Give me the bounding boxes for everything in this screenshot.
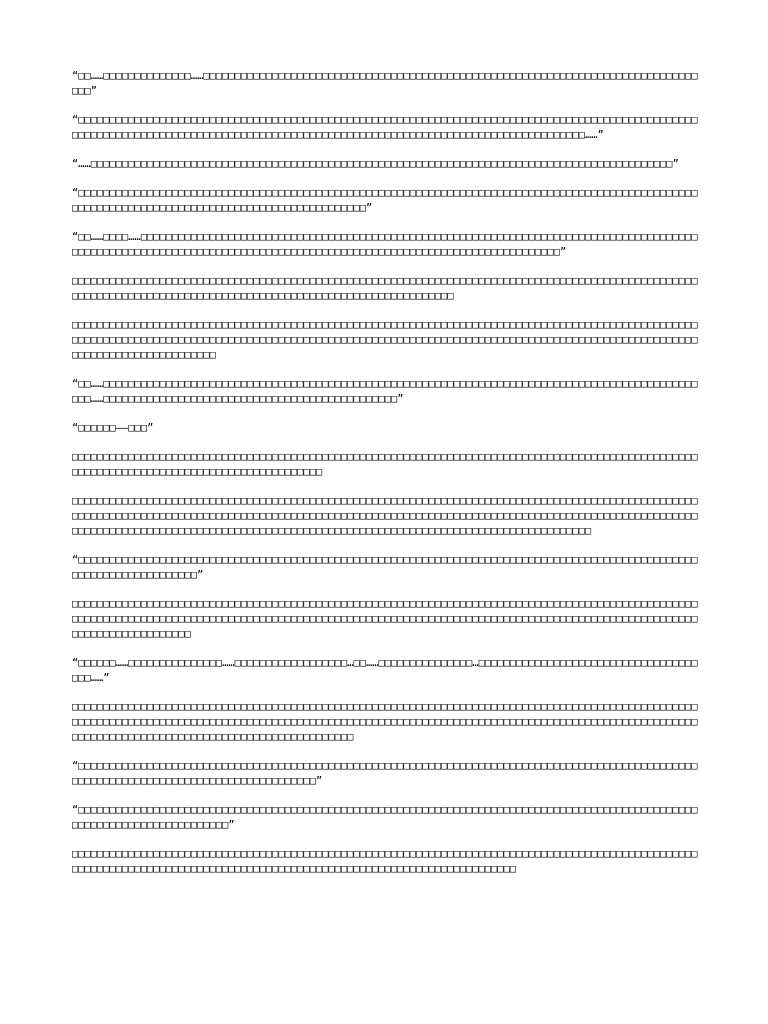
paragraph-15: □□□□□□□□□□□□□□□□□□□□□□□□□□□□□□□□□□□□□□□□□□□□□□□□□□□□□□□□□□□□□□□□□□□□□□□□□□□□□□□□□□□□□□□□□□□□□□□□□□□□□□□□□□□□□□□□□□□□□□□□□□□□□□□□□□□□□□□□□□□□□□□□□□□□□□□□□□□□□□□□□□□□□□□□□□□□□□□□□□□□□□□□□□□□□□□□□□□□□□□□□□□□□□□□□□□□□□□□□□□□□□□□□□□□□□□□□□□□□□□□□□□□□ xyxy=(72,701,698,743)
paragraph-7: □□□□□□□□□□□□□□□□□□□□□□□□□□□□□□□□□□□□□□□□□□□□□□□□□□□□□□□□□□□□□□□□□□□□□□□□□□□□□□□□□□□□□□□□□□□□□□□□□□□□□□□□□□□□□□□□□□□□□□□□□□□□□□□□□□□□□□□□□□□□□□□□□□□□□□□□□□□□□□□□□□□□□□□□□□□□□□□□□□□□□□□□□□□□□□□□□□□□□□□□□□□□□□□□□□□□□□□□□□□□□□□ xyxy=(72,319,698,361)
paragraph-13: □□□□□□□□□□□□□□□□□□□□□□□□□□□□□□□□□□□□□□□□□□□□□□□□□□□□□□□□□□□□□□□□□□□□□□□□□□□□□□□□□□□□□□□□□□□□□□□□□□□□□□□□□□□□□□□□□□□□□□□□□□□□□□□□□□□□□□□□□□□□□□□□□□□□□□□□□□□□□□□□□□□□□□□□□□□□□□□□□□□□□□□□□□□□□□□□□□□□□□□□□□□□□□□□□□□□□□□□□□□ xyxy=(72,598,698,640)
paragraph-11: □□□□□□□□□□□□□□□□□□□□□□□□□□□□□□□□□□□□□□□□□□□□□□□□□□□□□□□□□□□□□□□□□□□□□□□□□□□□□□□□□□□□□□□□□□□□□□□□□□□□□□□□□□□□□□□□□□□□□□□□□□□□□□□□□□□□□□□□□□□□□□□□□□□□□□□□□□□□□□□□□□□□□□□□□□□□□□□□□□□□□□□□□□□□□□□□□□□□□□□□□□□□□□□□□□□□□□□□□□□□□□□□□□□□□□□□□□□□□□□□□□□□□□□□□□□□□□□□□□□□□□□□□□□□□□□□□□□□□□□□□□□ xyxy=(72,495,698,537)
paragraph-10: □□□□□□□□□□□□□□□□□□□□□□□□□□□□□□□□□□□□□□□□□□□□□□□□□□□□□□□□□□□□□□□□□□□□□□□□□□□□□□□□□□□□□□□□□□□□□□□□□□□□□□□□□□□□□□□□□□□□□□□□□□□□□□□□□□□□□□□□□□□□ xyxy=(72,451,698,478)
paragraph-2: “□□□□□□□□□□□□□□□□□□□□□□□□□□□□□□□□□□□□□□□□□□□□□□□□□□□□□□□□□□□□□□□□□□□□□□□□□□□□□□□□□□□□□□□□□□□□□□□□□□□□□□□□□□□□□□□□□□□□□□□□□□□□□□□□□□□□□□□□□□□□□□□□□□□□□□□□□□□□□□□□□□□□□□□□□□□□□□□□□□□□□……” xyxy=(72,114,698,141)
paragraph-14: “□□□□□□……□□□□□□□□□□□□□□□……□□□□□□□□□□□□□□□□□□…□□……□□□□□□□□□□□□□□□…□□□□□□□□□□□□□□□□□□□□□□□□□□□□□□□□□□□□□□……” xyxy=(72,657,698,684)
paragraph-12: “□□□□□□□□□□□□□□□□□□□□□□□□□□□□□□□□□□□□□□□□□□□□□□□□□□□□□□□□□□□□□□□□□□□□□□□□□□□□□□□□□□□□□□□□□□□□□□□□□□□□□□□□□□□□□□□□□□□□□□□” xyxy=(72,554,698,581)
paragraph-4: “□□□□□□□□□□□□□□□□□□□□□□□□□□□□□□□□□□□□□□□□□□□□□□□□□□□□□□□□□□□□□□□□□□□□□□□□□□□□□□□□□□□□□□□□□□□□□□□□□□□□□□□□□□□□□□□□□□□□□□□□□□□□□□□□□□□□□□□□□□□□□□□□□□” xyxy=(72,187,698,214)
paragraph-1: “□□……□□□□□□□□□□□□□□……□□□□□□□□□□□□□□□□□□□□□□□□□□□□□□□□□□□□□□□□□□□□□□□□□□□□□□□□□□□□□□□□□□□□□□□□□□□□□□□□□□” xyxy=(72,70,698,97)
paragraph-9: “□□□□□□——□□□” xyxy=(72,422,154,434)
paragraph-16: “□□□□□□□□□□□□□□□□□□□□□□□□□□□□□□□□□□□□□□□□□□□□□□□□□□□□□□□□□□□□□□□□□□□□□□□□□□□□□□□□□□□□□□□□□□□□□□□□□□□□□□□□□□□□□□□□□□□□□□□□□□□□□□□□□□□□□□□□□□” xyxy=(72,760,698,787)
paragraph-6: □□□□□□□□□□□□□□□□□□□□□□□□□□□□□□□□□□□□□□□□□□□□□□□□□□□□□□□□□□□□□□□□□□□□□□□□□□□□□□□□□□□□□□□□□□□□□□□□□□□□□□□□□□□□□□□□□□□□□□□□□□□□□□□□□□□□□□□□□□□□□□□□□□□□□□□□□□□□□□□□□ xyxy=(72,275,698,302)
paragraph-18: □□□□□□□□□□□□□□□□□□□□□□□□□□□□□□□□□□□□□□□□□□□□□□□□□□□□□□□□□□□□□□□□□□□□□□□□□□□□□□□□□□□□□□□□□□□□□□□□□□□□□□□□□□□□□□□□□□□□□□□□□□□□□□□□□□□□□□□□□□□□□□□□□□□□□□□□□□□□□□□□□□□□□□□□□□□ xyxy=(72,848,698,875)
paragraph-17: “□□□□□□□□□□□□□□□□□□□□□□□□□□□□□□□□□□□□□□□□□□□□□□□□□□□□□□□□□□□□□□□□□□□□□□□□□□□□□□□□□□□□□□□□□□□□□□□□□□□□□□□□□□□□□□□□□□□□□□□□□□□□” xyxy=(72,804,698,831)
paragraph-5: “□□……□□□□……□□□□□□□□□□□□□□□□□□□□□□□□□□□□□□□□□□□□□□□□□□□□□□□□□□□□□□□□□□□□□□□□□□□□□□□□□□□□□□□□□□□□□□□□□□□□□□□□□□□□□□□□□□□□□□□□□□□□□□□□□□□□□□□□□□□□□□□□□□□□□□□□□□□□□□□□□□□□□□□□□□□□□□□” xyxy=(72,231,698,258)
paragraph-3: “……□□□□□□□□□□□□□□□□□□□□□□□□□□□□□□□□□□□□□□□□□□□□□□□□□□□□□□□□□□□□□□□□□□□□□□□□□□□□□□□□□□□□□□□□□□□□□” xyxy=(72,158,679,170)
document-page xyxy=(72,69,698,891)
paragraph-8: “□□……□□□□□□□□□□□□□□□□□□□□□□□□□□□□□□□□□□□□□□□□□□□□□□□□□□□□□□□□□□□□□□□□□□□□□□□□□□□□□□□□□□□□□□□□□□□□□□□□□□……□□□□□□□□□□□□□□□□□□□□□□□□□□□□□□□□□□□□□□□□□□□□□□□” xyxy=(72,378,698,405)
